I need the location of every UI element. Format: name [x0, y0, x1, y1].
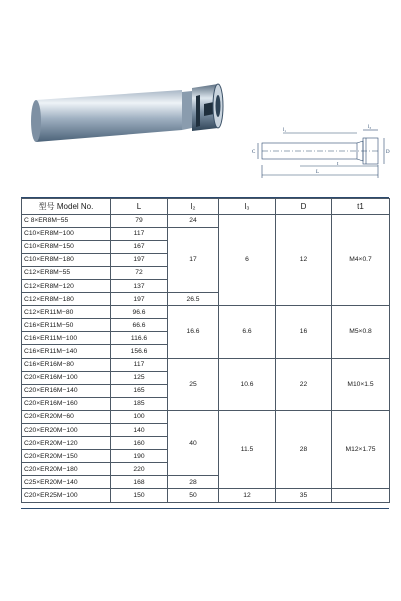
label-l3: l₃: [368, 125, 372, 130]
cell-l: 197: [111, 253, 168, 266]
cell-t1-group3: M10×1.5: [332, 358, 390, 410]
cell-l: 197: [111, 293, 168, 306]
label-l1: l₁: [283, 128, 287, 133]
cell-l: 168: [111, 476, 168, 489]
cell-model: C12×ER8M−55: [22, 266, 111, 279]
cell-l: 79: [111, 214, 168, 227]
cell-d-group1: 12: [276, 214, 332, 306]
cell-l3-group4: 11.5: [219, 410, 276, 489]
cell-model: C20×ER16M−100: [22, 371, 111, 384]
header-l2: l₂: [168, 199, 219, 215]
cell-l: 167: [111, 240, 168, 253]
cell-l: 165: [111, 384, 168, 397]
header-t1: t1: [332, 199, 390, 215]
cell-l2-group2: 16.6: [168, 306, 219, 358]
cell-l2: 50: [168, 489, 219, 502]
neck: [182, 91, 192, 130]
header-d: D: [276, 199, 332, 215]
technical-drawing: [258, 130, 384, 178]
label-c: C: [252, 150, 256, 155]
cell-l: 116.6: [111, 332, 168, 345]
table-header-row: [22, 199, 390, 215]
product-figure: [0, 0, 401, 190]
cell-d-group3: 22: [276, 358, 332, 410]
header-l3: l₃: [219, 199, 276, 215]
header-l: L: [111, 199, 168, 215]
cell-l2: 28: [168, 476, 219, 489]
cell-model: C20×ER25M−100: [22, 489, 111, 502]
cell-model: C12×ER8M−180: [22, 293, 111, 306]
wrench-slot: [196, 95, 200, 127]
cell-d: 35: [276, 489, 332, 502]
cell-model: C16×ER11M−140: [22, 345, 111, 358]
table-row: [22, 410, 390, 423]
cell-l: 100: [111, 410, 168, 423]
shank: [36, 90, 182, 142]
cell-model: C16×ER11M−100: [22, 332, 111, 345]
cell-t1-group2: M5×0.8: [332, 306, 390, 358]
cell-l: 220: [111, 463, 168, 476]
cell-d-group4: 28: [276, 410, 332, 489]
cell-l2-group1: 17: [168, 227, 219, 292]
cell-l: 156.6: [111, 345, 168, 358]
label-t: t: [337, 162, 339, 167]
cell-l2: 26.5: [168, 293, 219, 306]
cell-l3-group2: 6.6: [219, 306, 276, 358]
cell-l: 150: [111, 489, 168, 502]
cell-l2: 24: [168, 214, 219, 227]
cell-l2-group3: 25: [168, 358, 219, 410]
cell-l3-group3: 10.6: [219, 358, 276, 410]
cell-l: 66.6: [111, 319, 168, 332]
cell-model: C 8×ER8M−55: [22, 214, 111, 227]
cell-model: C12×ER8M−120: [22, 279, 111, 292]
cell-l: 190: [111, 450, 168, 463]
label-d: D: [386, 150, 390, 155]
cell-t1-group1: M4×0.7: [332, 214, 390, 306]
cell-model: C10×ER8M−150: [22, 240, 111, 253]
shank-end: [31, 100, 41, 142]
table-row: [22, 489, 390, 502]
header-model: 型号 Model No.: [22, 199, 111, 215]
cell-model: C25×ER20M−140: [22, 476, 111, 489]
cell-model: C20×ER16M−160: [22, 397, 111, 410]
cell-model: C12×ER11M−80: [22, 306, 111, 319]
cell-model: C20×ER20M−120: [22, 437, 111, 450]
cell-l3-group1: 6: [219, 214, 276, 306]
cell-model: C20×ER16M−140: [22, 384, 111, 397]
cell-l: 117: [111, 227, 168, 240]
spec-table: [21, 198, 390, 503]
cell-d-group2: 16: [276, 306, 332, 358]
cell-model: C20×ER20M−150: [22, 450, 111, 463]
cell-l2-group4: 40: [168, 410, 219, 475]
drawing-labels: [252, 125, 390, 175]
cell-l: 185: [111, 397, 168, 410]
cell-model: C20×ER20M−100: [22, 424, 111, 437]
cell-model: C10×ER8M−180: [22, 253, 111, 266]
cell-model: C16×ER16M−80: [22, 358, 111, 371]
cell-l: 160: [111, 437, 168, 450]
cell-l: 140: [111, 424, 168, 437]
cell-t1: [332, 489, 390, 502]
table-row: [22, 306, 390, 319]
cell-l: 117: [111, 358, 168, 371]
collet-bore: [216, 95, 221, 117]
cell-model: C20×ER20M−180: [22, 463, 111, 476]
cell-l: 137: [111, 279, 168, 292]
cell-l: 96.6: [111, 306, 168, 319]
cell-l3: 12: [219, 489, 276, 502]
table-row: [22, 358, 390, 371]
cell-model: C20×ER20M−60: [22, 410, 111, 423]
cell-l: 72: [111, 266, 168, 279]
cell-model: C16×ER11M−50: [22, 319, 111, 332]
cell-l: 125: [111, 371, 168, 384]
label-l: L: [316, 170, 320, 175]
cell-model: C10×ER8M−100: [22, 227, 111, 240]
cell-t1-group4: M12×1.75: [332, 410, 390, 489]
table-row: [22, 214, 390, 227]
collet-chuck-photo: [31, 84, 223, 142]
wrench-slot-2: [204, 102, 214, 116]
table-bottom-rule: [21, 508, 389, 509]
